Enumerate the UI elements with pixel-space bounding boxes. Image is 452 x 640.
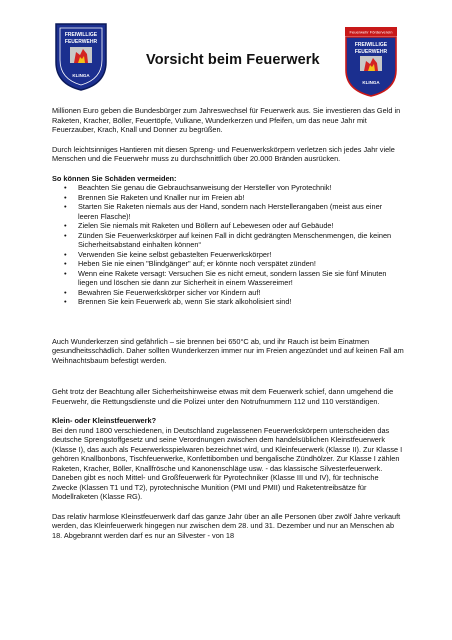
list-item: • Heben Sie nie einen "Blindgänger" auf; er könnte noch verspätet zünden! (78, 259, 404, 269)
safety-tips-list (52, 183, 404, 307)
fire-brigade-logo-left (52, 22, 110, 92)
logo-left-line1: FREIWILLIGE (64, 32, 98, 38)
list-item: • Verwenden Sie keine selbst gebastelten Feuerwerkskörper! (78, 250, 404, 260)
logo-left-line2: FEUERWEHR (64, 39, 98, 45)
logo-right-banner: Feuerwehr Förderverein (349, 29, 393, 35)
classes-paragraph: Bei den rund 1800 verschiedenen, in Deutschland zugelassenen Feuerwerkskörpern unterscheiden das deutsche Sprengstoffgesetz und seine Verordnungen zwischen dem handelsüblichen Kleinstfeuerwerk (Klasse I), das auch als Feuerwerksspielwaren bezeichnet wird, und Kleinfeuerwerk (Klasse II). Zur Klasse I gehören Knallbonbons, Tischfeuerwerke, Konfettibomben und bengalische Zündhölzer. Zur Klasse I zählen Raketen, Kracher, Böller, Knallfrösche und Kanonenschläge usw. - das klassische Silvesterfeuerwerk. Daneben gibt es noch Mittel- und Großfeuerwerk für Pyrotechniker (Klasse III und IV), für technische Zwecke (Klassen T1 und T2), pyrotechnische Munition (PMI und PMII) und Raketentreibsätze für Modellraketen (Klasse RG). (52, 425, 403, 501)
document-body (52, 106, 404, 540)
list-item: • Starten Sie Raketen niemals aus der Hand, sondern nach Herstellerangaben (meist aus einer leeren Flasche)! (78, 202, 404, 221)
sales-paragraph: Das relativ harmlose Kleinstfeuerwerk darf das ganze Jahr über an alle Personen über zwölf Jahre verkauft werden, das Kleinfeuerwerk hingegen nur zwischen dem 28. und 31. Dezember und nur an Menschen ab 18. Abgebrannt werden darf es nur an Silvester - von 18 (52, 511, 401, 540)
sparklers-paragraph: Auch Wunderkerzen sind gefährlich – sie brennen bei 650°C ab, und ihr Rauch ist beim Einatmen gesundheitsschädlich. Daher sollten Wunderkerzen immer nur im Freien angezündet und auf keinen Fall am Weihnachtsbaum befestigt werden. (52, 336, 404, 365)
list-item: • Wenn eine Rakete versagt: Versuchen Sie es nicht erneut, sondern lassen Sie sie fünf Minuten liegen und löschen sie dann zur Sicherheit in einem Wassereimer! (78, 269, 404, 288)
classes-heading: Klein- oder Kleinstfeuerwerk? (52, 416, 157, 425)
list-item: • Beachten Sie genau die Gebrauchsanweisung der Hersteller von Pyrotechnik! (78, 183, 404, 193)
list-item: • Zielen Sie niemals mit Raketen und Böllern auf Lebewesen oder auf Gebäude! (78, 221, 404, 231)
list-item: • Brennen Sie Raketen und Knaller nur im Freien ab! (78, 193, 404, 203)
logo-left-line3: KLINGA (72, 73, 90, 78)
intro-paragraph: Millionen Euro geben die Bundesbürger zum Jahreswechsel für Feuerwerk aus. Sie investieren das Geld in Raketen, Kracher, Böller, Feuertöpfe, Vulkane, Wunderkerzen und Pfeifen, um das neue Jahr mit Feuerzauber, Krach, Knall und Donner zu begrüßen. (52, 106, 401, 134)
fire-brigade-association-logo-right (342, 26, 400, 98)
injury-paragraph: Durch leichtsinniges Hantieren mit diesen Spreng- und Feuerwerkskörpern verletzen sich jedes Jahr viele Menschen und die Feuerwehr muss zu durchschnittlich über 20.000 Bränden ausrücken. (52, 144, 395, 163)
logo-right-line1: FREIWILLIGE (354, 42, 388, 48)
logo-right-line3: KLINGA (362, 80, 380, 85)
page-title: Vorsicht beim Feuerwerk (146, 52, 320, 68)
logo-right-line2: FEUERWEHR (354, 49, 388, 55)
tips-heading: So können Sie Schäden vermeiden: (52, 173, 177, 183)
list-item: • Zünden Sie Feuerwerkskörper auf keinen Fall in dicht gedrängten Menschenmengen, die keinen Sicherheitsabstand einhalten können“ (78, 231, 404, 250)
list-item: • Brennen Sie kein Feuerwerk ab, wenn Sie stark alkoholisiert sind! (78, 297, 404, 307)
list-item: • Bewahren Sie Feuerwerkskörper sicher vor Kindern auf! (78, 288, 404, 298)
emergency-paragraph: Geht trotz der Beachtung aller Sicherheitshinweise etwas mit dem Feuerwerk schief, dann umgehend die Feuerwehr, die Rettungsdienste und die Polizei unter den Notrufnummern 112 und 110 verständigen. (52, 387, 394, 406)
